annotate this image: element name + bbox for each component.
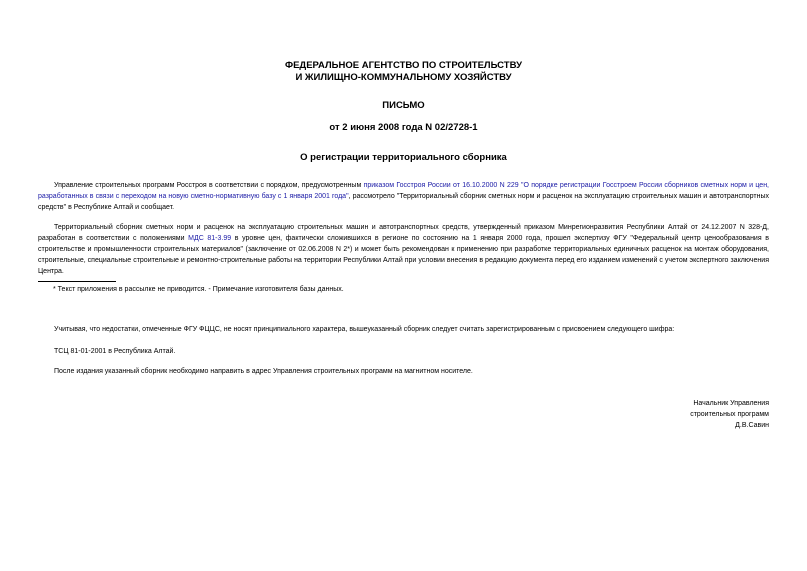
mds-81-3-99-link[interactable]: МДС 81-3.99 <box>188 235 232 242</box>
paragraph-1-text-after: , рассмотрело "Территориальный сборник сметных норм и расценок на эксплуатацию строительных машин и автотранспортных средств" в Республике Алтай и сообщает. <box>38 193 769 211</box>
paragraph-5: После издания указанный сборник необходимо направить в адрес Управления строительных программ на магнитном носителе. <box>54 368 473 375</box>
signature-position-line-1: Начальник Управления <box>693 400 769 407</box>
paragraph-1-text-before: Управление строительных программ Росстроя в соответствии с порядком, предусмотренным <box>54 182 364 189</box>
paragraph-1 <box>38 180 769 213</box>
agency-name-line-2: И ЖИЛИЩНО-КОММУНАЛЬНОМУ ХОЗЯЙСТВУ <box>295 72 512 83</box>
footnote-divider <box>38 281 116 282</box>
paragraph-4: ТСЦ 81-01-2001 в Республика Алтай. <box>54 348 176 355</box>
signature-name: Д.В.Савин <box>735 422 769 429</box>
paragraph-2-text-before: Территориальный сборник сметных норм и расценок на эксплуатацию строительных машин и автотранспортных средств, утвержденный приказом Минрегионразвития Республики Алтай от 24.12.2007 N 328-Д, разработан в соответствии с положениями <box>38 224 769 242</box>
paragraph-2-text-after: в уровне цен, фактически сложившихся в регионе по состоянию на 1 января 2000 года, прошел экспертизу ФГУ "Федеральный центр ценообразования в строительстве и промышленности строительных материалов" (заключение от 02.06.2008 N 2*) и может быть рекомендован к применению при разработке территориальных единичных расценок на монтаж оборудования, строительные, специальные строительные и ремонтно-строительные работы на территории Республики Алтай при условии внесения в редакцию документа перед его изданием изменений с учетом экспертного заключения Центра. <box>38 235 769 275</box>
paragraph-2 <box>38 222 769 277</box>
document-type: ПИСЬМО <box>382 100 425 111</box>
paragraph-3: Учитывая, что недостатки, отмеченные ФГУ ФЦЦС, не носят принципиального характера, вышеуказанный сборник следует считать зарегистрированным с присвоением следующего шифра: <box>54 326 675 333</box>
footnote: * Текст приложения в рассылке не приводится. - Примечание изготовителя базы данных. <box>53 286 344 293</box>
order-gosstroy-229-link[interactable]: приказом Госстроя России от 16.10.2000 N 229 "О порядке регистрации Госстроем России сборников сметных норм и цен, разработанных в связи с переходом на новую сметно-нормативную базу с 1 января 2001 года" <box>38 182 769 200</box>
document-subject: О регистрации территориального сборника <box>300 152 507 163</box>
document-date-number: от 2 июня 2008 года N 02/2728-1 <box>329 122 478 133</box>
signature-position-line-2: строительных программ <box>690 411 769 418</box>
agency-name-line-1: ФЕДЕРАЛЬНОЕ АГЕНТСТВО ПО СТРОИТЕЛЬСТВУ <box>284 60 523 71</box>
